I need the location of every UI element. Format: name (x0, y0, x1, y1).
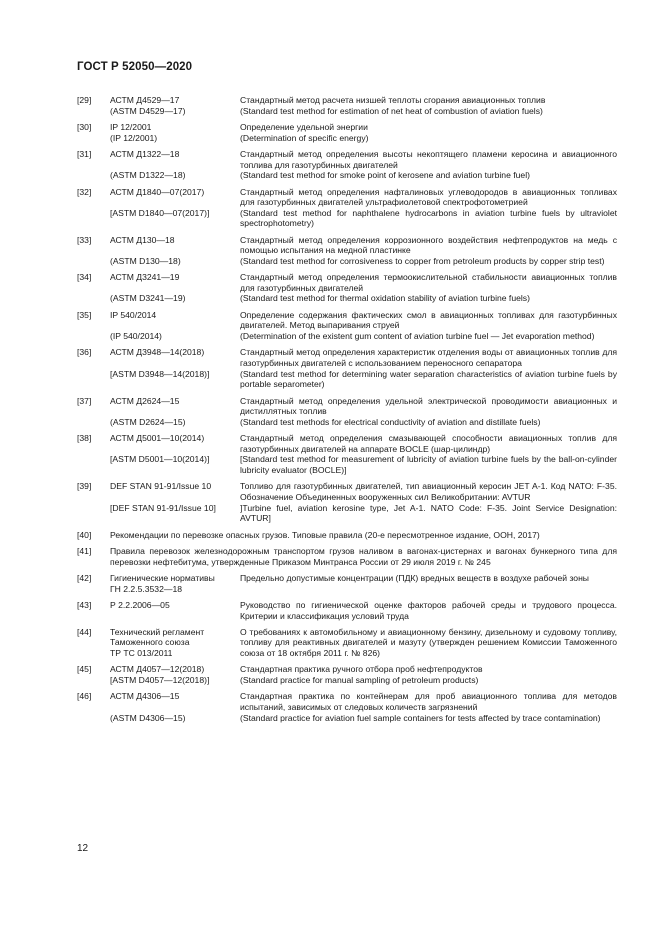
reference-code: АСТМ Д3948—14(2018) (110, 347, 205, 358)
reference-title: (Standard test method for naphthalene hydrocarbons in aviation turbine fuels by ultraviolet spectrophotometry) (240, 207, 617, 229)
reference-number: [32] (77, 186, 92, 197)
reference-entry (77, 546, 617, 567)
reference-title: Стандартный метод определения высоты некоптящего пламени керосина и авиационного топлива для газотурбинных двигателей (240, 148, 617, 170)
reference-code: (ASTM D2624—15) (110, 416, 186, 427)
reference-code: (ASTM D1322—18) (110, 170, 186, 181)
reference-code: (IP 540/2014) (110, 331, 162, 342)
reference-number: [34] (77, 272, 92, 283)
reference-number: [39] (77, 481, 92, 492)
reference-number: [33] (77, 234, 92, 245)
reference-code: DEF STAN 91-91/Issue 10 (110, 481, 212, 492)
reference-title: Определение содержания фактических смол в авиационных топливах для газотурбинных двигателей. Метод выпаривания струей (240, 309, 617, 331)
reference-entry (77, 122, 617, 143)
reference-code: (ASTM D130—18) (110, 255, 181, 266)
reference-code: АСТМ Д3241—19 (110, 272, 180, 283)
reference-number: [35] (77, 309, 92, 320)
reference-code: (ASTM D4306—15) (110, 712, 186, 723)
reference-title: (Standard test methods for electrical conductivity of aviation and distillate fuels) (240, 416, 541, 427)
reference-entry (77, 272, 617, 304)
reference-number: [37] (77, 395, 92, 406)
reference-title: Стандартный метод определения нафталиновых углеводородов в авиационных топливах для газотурбинных двигателей ультрафиолетовой спектрофотометрией (240, 186, 617, 208)
reference-entry (77, 433, 617, 475)
reference-code: [ASTM D5001—10(2014)] (110, 454, 210, 465)
reference-title: Руководство по гигиенической оценке факторов рабочей среды и трудового процесса. Критерии и классификация условий труда (240, 599, 617, 621)
document-header: ГОСТ Р 52050—2020 (77, 61, 193, 73)
reference-title: Стандартная практика ручного отбора проб нефтепродуктов (Standard practice for manual sampling of petroleum products) (240, 664, 483, 686)
reference-title: (Determination of the existent gum content of aviation turbine fuel — Jet evaporation method) (240, 331, 595, 342)
reference-code: АСТМ Д1322—18 (110, 148, 180, 159)
reference-code: АСТМ Д130—18 (110, 234, 175, 245)
reference-title: Предельно допустимые концентрации (ПДК) вредных веществ в воздухе рабочей зоны (240, 572, 589, 583)
reference-code: Р 2.2.2006—05 (110, 599, 170, 610)
reference-entry (77, 600, 617, 621)
reference-number: [31] (77, 148, 92, 159)
page-number: 12 (77, 843, 89, 854)
reference-text: Правила перевозок железнодорожным транспортом грузов наливом в вагонах-цистернах и вагонах бункерного типа для перевозки нефтебитума, утвержденные Приказом Минтранса России от 29 июля 2019 г. № 245 (110, 545, 617, 567)
reference-title: (Standard test method for determining water separation characteristics of aviation turbine fuels by portable separometer) (240, 368, 617, 390)
reference-code: Технический регламент Таможенного союза ТР ТС 013/2011 (110, 626, 205, 659)
reference-number: [41] (77, 545, 92, 556)
reference-number: [30] (77, 121, 92, 132)
reference-title: (Standard practice for aviation fuel sample containers for tests affected by trace contamination) (240, 712, 601, 723)
reference-entry (77, 235, 617, 267)
reference-title: Стандартный метод определения удельной электрической проводимости авиационных и дистиллятных топлив (240, 395, 617, 417)
reference-code: Гигиенические нормативы ГН 2.2.5.3532—18 (110, 572, 215, 594)
reference-number: [38] (77, 433, 92, 444)
reference-code: АСТМ Д4057—12(2018) [ASTM D4057—12(2018)] (110, 664, 210, 686)
reference-number: [40] (77, 529, 92, 540)
reference-title: Стандартный метод определения характеристик отделения воды от авиационных топлив для газотурбинных двигателей с использованием переносного сепаратора (240, 347, 617, 369)
reference-title: (Standard test method for smoke point of kerosene and aviation turbine fuel) (240, 170, 530, 181)
reference-entry (77, 149, 617, 181)
reference-title: Топливо для газотурбинных двигателей, тип авиационный керосин JET A-1. Код NATO: F-35. Обозначение Объединенных вооруженных сил Великобритании: AVTUR (240, 481, 617, 502)
reference-number: [45] (77, 664, 92, 675)
reference-entry (77, 691, 617, 723)
reference-code: АСТМ Д5001—10(2014) (110, 433, 205, 444)
reference-code: АСТМ Д4306—15 (110, 691, 180, 702)
reference-entry (77, 347, 617, 389)
reference-code: (ASTM D3241—19) (110, 293, 186, 304)
reference-entry (77, 396, 617, 428)
reference-entry (77, 95, 617, 116)
reference-number: [46] (77, 691, 92, 702)
reference-title: ]Turbine fuel, aviation kerosine type, Jet A-1. NATO Code: F-35. Joint Service Designation: AVTUR] (240, 502, 617, 524)
reference-code: [ASTM D1840—07(2017)] (110, 207, 210, 218)
reference-text: Рекомендации по перевозке опасных грузов. Типовые правила (20-е пересмотренное издание, ООН, 2017) (110, 529, 540, 540)
reference-title: (Standard test method for corrosiveness to copper from petroleum products by copper strip test) (240, 255, 605, 266)
reference-entry (77, 310, 617, 342)
reference-code: [DEF STAN 91-91/Issue 10] (110, 502, 216, 513)
reference-entry (77, 627, 617, 659)
reference-title: Стандартная практика по контейнерам для проб авиационного топлива для методов испытаний, зависимых от следовых количеств загрязнений (240, 691, 617, 713)
bibliography-list (77, 95, 617, 729)
reference-number: [43] (77, 599, 92, 610)
reference-entry (77, 530, 617, 541)
reference-code: [ASTM D3948—14(2018)] (110, 368, 210, 379)
reference-title: Определение удельной энергии (Determination of specific energy) (240, 121, 369, 143)
reference-title: О требованиях к автомобильному и авиационному бензину, дизельному и судовому топливу, топливу для реактивных двигателей и мазуту (утвержден решением Комиссии Таможенного союза от 18 октября 2011 г. № 826) (240, 626, 617, 659)
reference-code: IP 12/2001 (IP 12/2001) (110, 121, 158, 143)
reference-code: АСТМ Д4529—17 (ASTM D4529—17) (110, 95, 186, 116)
reference-title: Стандартный метод определения смазывающей способности авиационных топлив для газотурбинных двигателей на аппарате BOCLE (шар-цилиндр) (240, 433, 617, 454)
reference-title: Стандартный метод определения коррозионного воздействия нефтепродуктов на медь с помощью испытания на медной пластинке (240, 234, 617, 256)
reference-title: [Standard test method for measurement of lubricity of aviation turbine fuels by the ball-on-cylinder lubricity evaluator (BOCLE)] (240, 454, 617, 475)
reference-entry (77, 481, 617, 523)
reference-number: [29] (77, 95, 92, 105)
reference-entry (77, 664, 617, 685)
reference-entry (77, 573, 617, 594)
reference-number: [44] (77, 626, 92, 637)
reference-number: [36] (77, 347, 92, 358)
reference-title: Стандартный метод определения термоокислительной стабильности авиационных топлив для газотурбинных двигателей (240, 272, 617, 293)
reference-entry (77, 187, 617, 229)
reference-code: АСТМ Д1840—07(2017) (110, 186, 205, 197)
reference-title: Стандартный метод расчета низшей теплоты сгорания авиационных топлив (Standard test method for estimation of net heat of combustion of aviation fuels) (240, 95, 546, 116)
reference-code: IP 540/2014 (110, 309, 157, 320)
reference-code: АСТМ Д2624—15 (110, 395, 180, 406)
reference-title: (Standard test method for thermal oxidation stability of aviation turbine fuels) (240, 293, 530, 304)
reference-number: [42] (77, 572, 92, 583)
